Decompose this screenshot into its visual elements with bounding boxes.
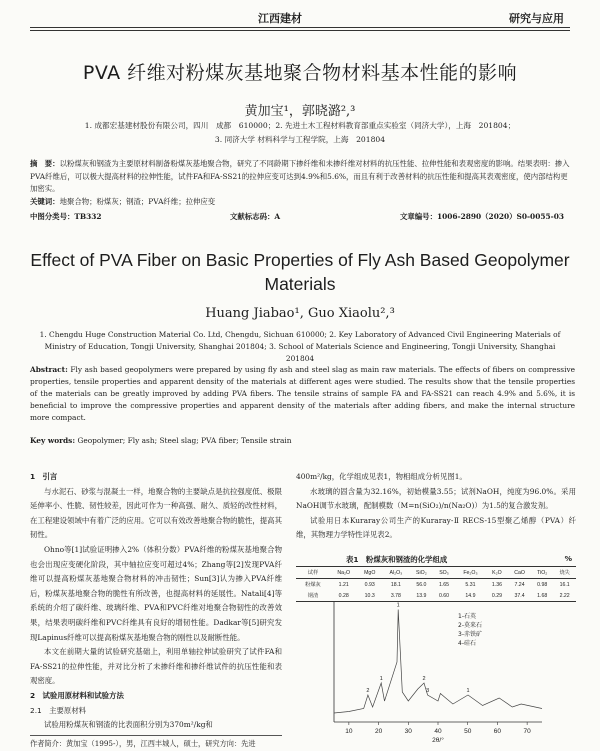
table-header-cell: TiO₂ — [537, 569, 548, 576]
table-header-cell: Na₂O — [337, 569, 351, 576]
title-english: Effect of PVA Fiber on Basic Properties of Fly Ash Based Geopolymer Materials — [30, 250, 570, 294]
peak-label: 3 — [426, 688, 430, 694]
keywords-text: 地聚合物；粉煤灰；钢渣；PVA纤维；拉伸应变 — [59, 196, 216, 206]
xrd-chart — [320, 596, 550, 746]
table-header-cell: Fe₂O₃ — [463, 569, 478, 576]
table-title: 表1 粉煤灰和钢渣的化学组成 — [346, 555, 448, 564]
peak-label: 1 — [396, 602, 400, 609]
table-cell: 18.1 — [390, 581, 401, 588]
table-header-cell: SiO₂ — [416, 569, 427, 576]
paragraph: 试验用日本Kuraray公司生产的Kuraray-Ⅱ RECS-15型聚乙烯醇（PVA）纤维，其物理力学特性详见表2。 — [296, 515, 576, 540]
keywords-label: 关键词： — [30, 196, 60, 206]
document-code: 文献标志码：A — [230, 212, 281, 221]
table-cell: 7.24 — [514, 581, 525, 588]
x-tick-label: 20 — [374, 728, 383, 735]
table-cell: 13.9 — [416, 592, 427, 599]
keywords-english — [30, 436, 575, 445]
left-column — [30, 470, 282, 733]
abstract-text: 以粉煤灰和钢渣为主要原材料制备粉煤灰基地聚合物，研究了不同龄期下掺纤维和未掺纤维对材料的抗压性能、拉伸性能和表观密度的影响。结果表明：掺入PVA纤维后，可以极大提高材料的拉伸性能，试件FA和FA-SS21的拉伸应变可达到4.9%和5.6%，而且有利于改善材料的抗压性能和提高其表观密度，使内部结构更加密实。 — [30, 159, 570, 193]
paragraph: 本文在前期大量的试验研究基础上，利用单轴拉伸试验研究了试件FA和FA-SS21的拉伸性能，并对比分析了未掺纤维和掺纤维试件的抗压性能和表观密度。 — [30, 647, 282, 686]
table-header-cell: MgO — [364, 569, 376, 576]
x-tick-label: 40 — [434, 728, 442, 735]
keywords-en-text: Geopolymer; Fly ash; Steel slag; PVA fiber; Tensile strain — [77, 436, 292, 445]
table-cell: 1.36 — [491, 581, 502, 588]
table-caption — [296, 554, 576, 565]
x-tick-label: 10 — [345, 728, 353, 735]
table-cell: 0.93 — [364, 581, 375, 588]
table-cell: 1.68 — [537, 592, 548, 599]
keywords-en-label: Key words: — [30, 436, 76, 445]
affiliation-line: 1. 成都宏基建材股份有限公司，四川 成都 610000；2. 先进土木工程材料教育部重点实验室（同济大学），上海 201804； — [84, 121, 516, 130]
section-heading: 1 引言 — [30, 472, 58, 481]
table-cell: 56.0 — [416, 581, 427, 588]
article-number: 文章编号：1006-2890（2020）S0-0055-03 — [400, 212, 564, 221]
x-axis-label: 2θ/° — [432, 737, 444, 744]
peak-label: 1 — [466, 688, 470, 694]
paragraph: 试验用粉煤灰和钢渣的比表面积分别为370m²/kg和 — [44, 720, 213, 730]
table-cell: 0.28 — [338, 592, 349, 599]
table-header-cell: Al₂O₃ — [389, 569, 403, 576]
section-heading: 2 试验用原材料和试验方法 — [30, 690, 124, 700]
author-footnote: 作者简介：黄加宝（1995-），男，江西丰城人，硕士，研究方向：先进 — [30, 735, 282, 749]
table-cell: 0.60 — [438, 592, 450, 599]
table-cell: 0.29 — [491, 592, 502, 599]
subsection-heading: 2.1 主要原材料 — [30, 705, 87, 715]
affiliation-line: 3. 同济大学 材料科学与工程学院，上海 201804 — [214, 135, 386, 144]
paragraph: 400m²/kg，化学组成见表1，物相组成分析见图1。 — [296, 472, 467, 481]
table-header-cell: 试样 — [307, 570, 319, 576]
x-tick-label: 70 — [523, 728, 531, 735]
title-chinese: PVA 纤维对粉煤灰基地聚合物材料基本性能的影响 — [82, 62, 518, 84]
peak-label: 2 — [366, 688, 370, 694]
legend-entry: 4-硅石 — [458, 640, 476, 647]
table-cell: 5.31 — [465, 581, 476, 588]
authors-english: Huang Jiabao¹, Guo Xiaolu²,³ — [205, 306, 395, 321]
affiliations-english: 1. Chengdu Huge Construction Material Co. Ltd, Chengdu, Sichuan 610000; 2. Key Laboratory of Advanced Civil Engineering Materials of Ministry of Education, Tongji University, Shanghai 201804; 3. School of Materials Science and Engineering, Tongji University, Shanghai 201804 — [39, 330, 561, 363]
table-header-cell: CaO — [514, 569, 525, 576]
x-tick-label: 50 — [464, 728, 472, 735]
table-cell: 37.4 — [514, 592, 525, 599]
paragraph: 水玻璃的固含量为32.16%，初始模量3.55；试剂NaOH，纯度为96.0%。采用NaOH调节水玻璃，配制模数（M=n(SiO₂)/n(Na₂O)）为1.5的复合激发剂。 — [296, 486, 576, 511]
table-header-cell: SO₃ — [439, 569, 449, 576]
peak-label: 1 — [379, 676, 383, 682]
journal-name: 江西建材 — [258, 13, 302, 25]
affiliations-chinese — [20, 119, 580, 147]
abstract-en-label: Abstract: — [30, 365, 68, 374]
table-cell: 钢渣 — [307, 593, 319, 599]
table-cell: 16.1 — [559, 581, 570, 588]
table-unit: % — [564, 554, 572, 563]
table-cell: 1.65 — [438, 581, 450, 588]
clc-number: 中图分类号：TB332 — [30, 212, 102, 221]
paragraph: Ohno等[1]试验证明掺入2%（体积分数）PVA纤维的粉煤灰基地聚合物也会出现应变硬化阶段，其中轴拉应变可超过4%；Zhang等[2]发现PVA纤维可以提高粉煤灰基地聚合物材料的冲击韧性；Sun[3]认为掺入PVA纤维后，粉煤灰基地聚合物的脆性有所改善，也提高材料的延展性。Natali[4]等系统的介绍了碳纤维、玻璃纤维、PVA和PVC纤维对地聚合物韧性的改善效果，结果表明碳纤维和PVC纤维具有良好的增韧性能。Dadkar等[5]研究发现Lapinus纤维可以提高粉煤灰基地聚合物的刚性以及耐断性能。 — [30, 544, 282, 642]
table-cell: 1.21 — [338, 581, 349, 588]
table-cell: 粉煤灰 — [305, 582, 321, 588]
table-cell: 0.98 — [537, 581, 548, 588]
legend-entry: 2-莫来石 — [458, 622, 482, 629]
abstract-english — [30, 364, 575, 424]
table-cell: 14.9 — [465, 592, 476, 599]
table-header-row — [296, 567, 576, 579]
peak-label: 2 — [422, 676, 426, 682]
abstract-label: 摘 要： — [30, 159, 60, 168]
table-header-cell: K₂O — [492, 569, 502, 576]
legend-entry: 3-赤铁矿 — [458, 631, 482, 638]
series-line — [334, 610, 542, 714]
paragraph: 与水泥石、砂浆与混凝土一样，地聚合物的主要缺点是抗拉强度低、极限延伸率小、性脆、韧性较差，因此可作为一种高强、耐久、质轻的改性材料，在工程建设领域中有着广泛的应用。它可以有效改善地聚合物的脆性，提高其韧性。 — [30, 486, 282, 540]
abstract-chinese — [30, 158, 575, 208]
x-tick-label: 60 — [493, 728, 502, 735]
section-name: 研究与应用 — [509, 13, 564, 25]
header-rule — [30, 27, 570, 31]
table-cell: 2.22 — [559, 592, 570, 599]
legend-entry: 1-石英 — [458, 613, 476, 620]
table-cell: 3.78 — [390, 592, 401, 599]
right-column — [296, 470, 576, 543]
abstract-en-text: Fly ash based geopolymers were prepared by using fly ash and steel slag as main raw materials. The effects of fibers on compressive properties, tensile properties and apparent density of the materials at different ages were studied. The results show that the tensile properties of the materials can be greatly improved by adding PVA fibers. The tensile strains of sample FA and FA-SS21 can reach 4.9% and 5.6%, it is beneficial to improve the compressive properties and apparent density of the materials after adding fibers, and make the internal structure more compact. — [30, 365, 575, 422]
table-header-cell: 烧失 — [559, 570, 570, 576]
x-tick-label: 30 — [404, 728, 412, 735]
authors-chinese: 黄加宝¹，郭晓潞²,³ — [244, 104, 356, 119]
table-row — [296, 579, 576, 591]
table-cell: 10.3 — [364, 592, 375, 599]
